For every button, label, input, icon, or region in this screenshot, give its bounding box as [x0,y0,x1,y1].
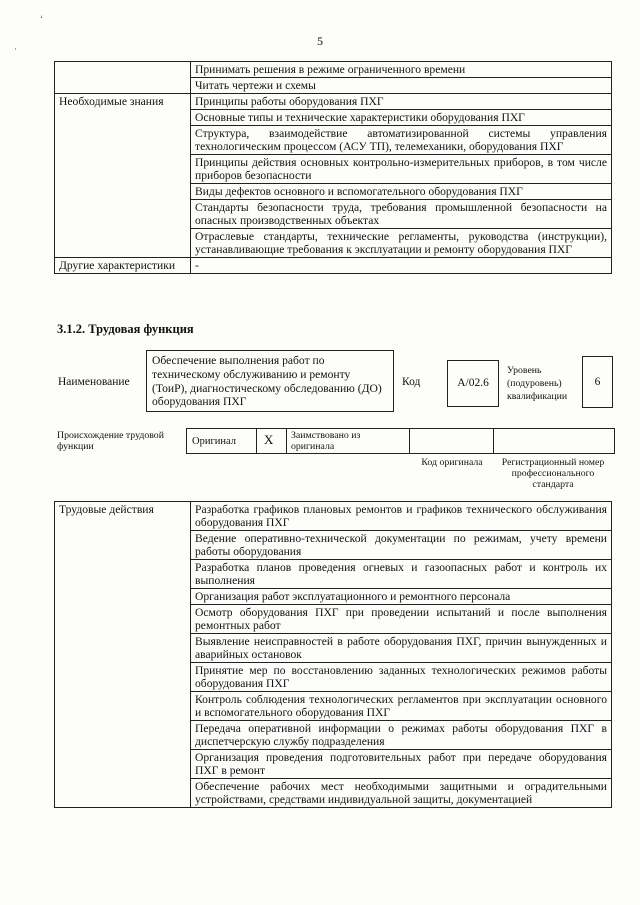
empty-label-cell [55,62,191,94]
table-row [55,62,612,78]
borrowed-label: Заимствовано из оригинала [291,430,361,452]
divider [256,428,257,454]
labor-action-row: Осмотр оборудования ПХГ при проведении испытаний и после выполнения ремонтных работ [191,605,612,634]
code-value: A/02.6 [457,377,489,389]
knowledge-row: Принципы действия основных контрольно-измерительных приборов, в том числе приборов безопасности [191,155,612,184]
labor-action-row: Разработка планов проведения огневых и газоопасных работ и контроль их выполнения [191,560,612,589]
skill-row: Читать чертежи и схемы [191,78,612,94]
knowledge-label: Необходимые знания [55,94,191,258]
table-row [55,94,612,110]
labor-action-row: Ведение оперативно-технической документации по режимам, учету времени работы оборудования [191,531,612,560]
knowledge-row: Виды дефектов основного и вспомогательного оборудования ПХГ [191,184,612,200]
skill-row: Принимать решения в режиме ограниченного времени [191,62,612,78]
labor-action-row: Разработка графиков плановых ремонтов и графиков технического обслуживания оборудования ПХГ [191,502,612,531]
labor-action-row: Контроль соблюдения технологических регламентов при эксплуатации основного и вспомогательного оборудования ПХГ [191,692,612,721]
other-characteristics-label: Другие характеристики [55,258,191,274]
table-row [55,258,612,274]
knowledge-row: Отраслевые стандарты, технические регламенты, руководства (инструкции), устанавливающие требования к эксплуатации и ремонту оборудования ПХГ [191,229,612,258]
page-number: 5 [317,34,323,48]
registration-number-caption: Регистрационный номер профессионального стандарта [501,457,605,490]
origin-label: Происхождение трудовой функции [57,430,164,452]
labor-action-row: Передача оперативной информации о режимах работы оборудования ПХГ в диспетчерскую службу подразделения [191,721,612,750]
scan-mark: · [14,44,17,54]
skills-knowledge-table [54,61,612,274]
labor-actions-label: Трудовые действия [55,502,191,808]
original-label: Оригинал [192,436,236,447]
level-label: Уровень (подуровень) квалификации [507,365,568,402]
labor-action-row: Выявление неисправностей в работе оборудования ПХГ, причин вынужденных и аварийных остановок [191,634,612,663]
knowledge-row: Стандарты безопасности труда, требования промышленной безопасности на опасных производственных объектах [191,200,612,229]
divider [286,428,287,454]
divider [493,428,494,454]
knowledge-row: Основные типы и технические характеристики оборудования ПХГ [191,110,612,126]
code-original-caption: Код оригинала [421,457,483,468]
labor-actions-table [54,501,612,808]
table-row [55,502,612,531]
level-value-box [582,356,613,408]
labor-action-row: Принятие мер по восстановлению заданных технологических режимов работы оборудования ПХГ [191,663,612,692]
original-checkbox: X [264,432,274,447]
section-title: 3.1.2. Трудовая функция [57,322,194,336]
code-label: Код [402,376,421,388]
level-value: 6 [594,376,601,388]
name-value: Обеспечение выполнения работ по техническому обслуживанию и ремонту (ТоиР), диагностическому обследованию (ДО) оборудования ПХГ [152,354,382,409]
labor-action-row: Организация работ эксплуатационного и ремонтного персонала [191,589,612,605]
labor-action-row: Обеспечение рабочих мест необходимыми защитными и оградительными устройствами, средствами индивидуальной защиты, документацией [191,779,612,808]
code-value-box [447,360,499,407]
knowledge-row: Принципы работы оборудования ПХГ [191,94,612,110]
labor-action-row: Организация проведения подготовительных работ при передаче оборудования ПХГ в ремонт [191,750,612,779]
name-value-box [146,350,394,412]
scan-mark: ‘ [40,14,43,24]
knowledge-row: Структура, взаимодействие автоматизированной системы управления технологическим процессом (АСУ ТП), телемеханики, оборудования ПХГ [191,126,612,155]
divider [409,428,410,454]
name-label: Наименование [58,376,130,388]
other-characteristics-value: - [191,258,612,274]
